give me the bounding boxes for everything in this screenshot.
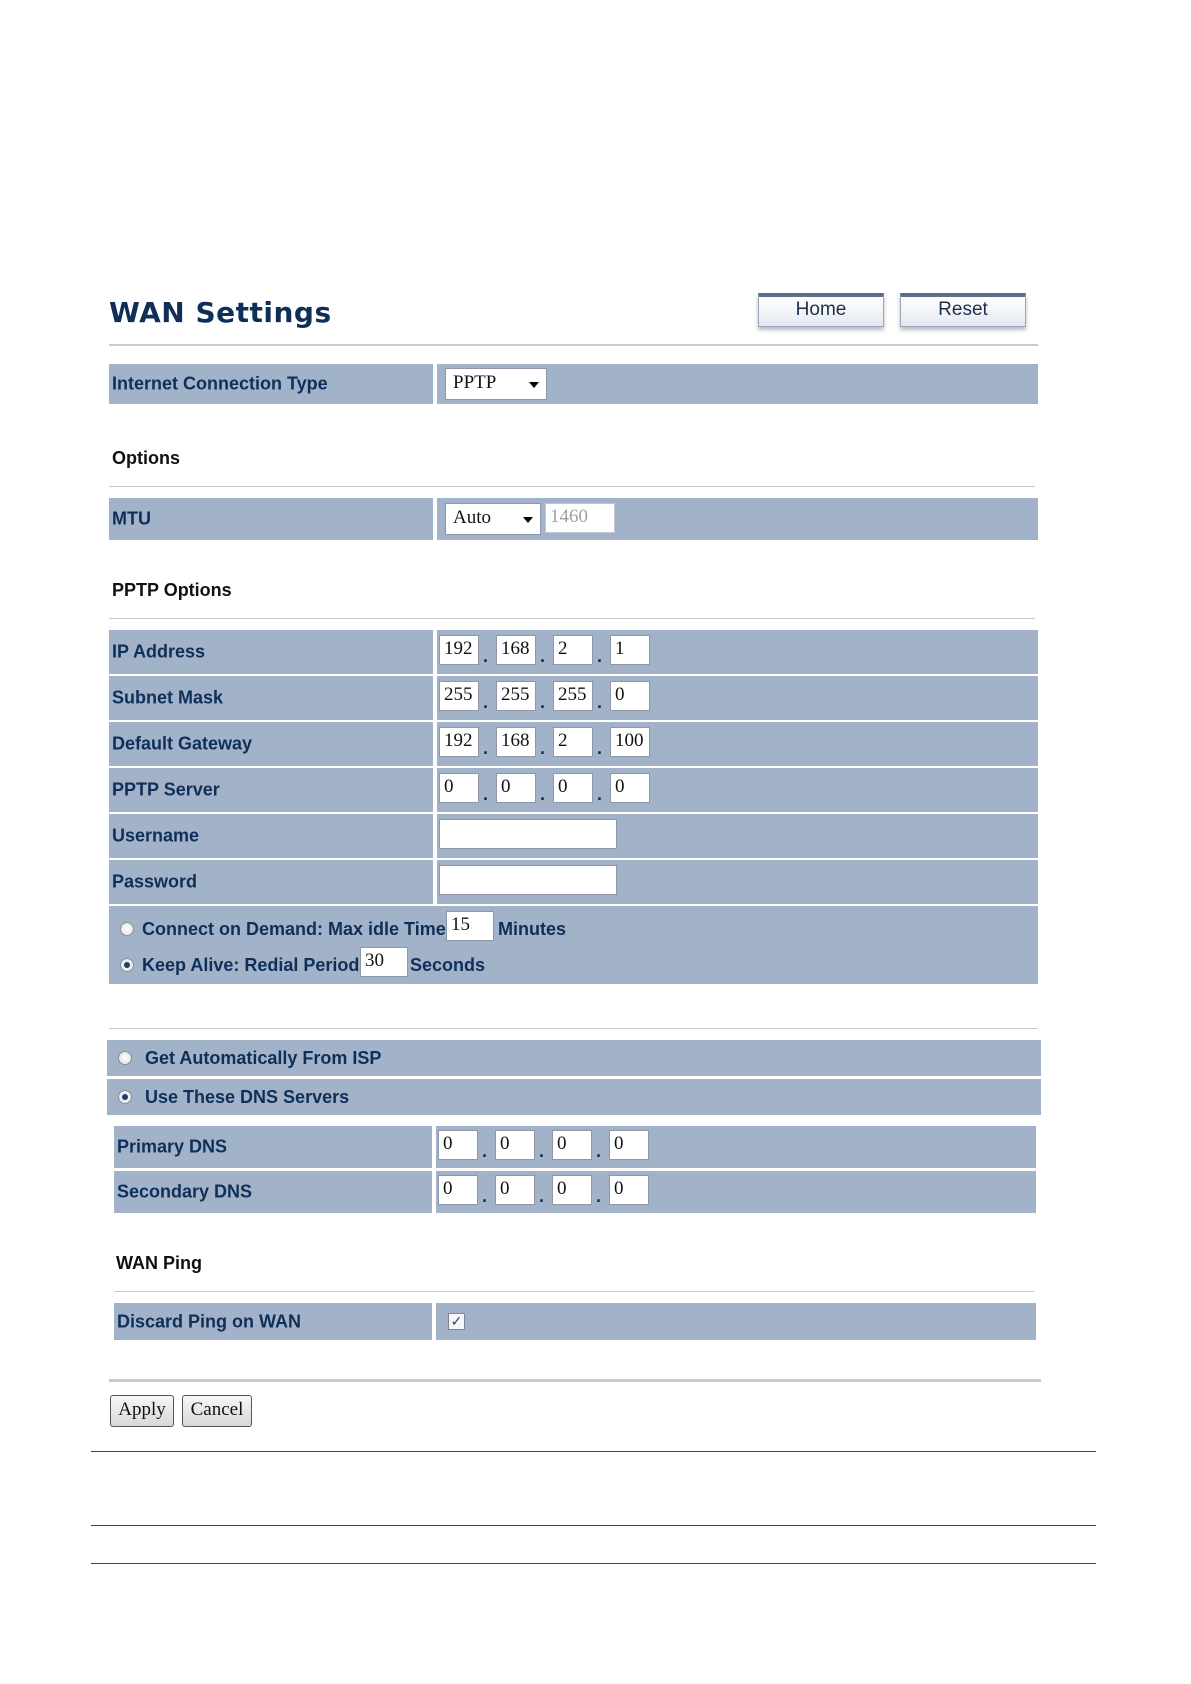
wan-ping-divider <box>114 1291 1034 1292</box>
subnet-mask-label: Subnet Mask <box>112 687 224 708</box>
dns-divider <box>109 1028 1038 1029</box>
apply-button[interactable]: Apply <box>110 1395 174 1427</box>
dns-auto-row <box>107 1040 1041 1076</box>
home-button[interactable]: Home <box>758 293 884 327</box>
password-row <box>109 860 1038 904</box>
connection-type-label: Internet Connection Type <box>112 373 328 394</box>
primary-dns-label: Primary DNS <box>117 1136 228 1157</box>
mask-octet-1[interactable]: 255 <box>439 681 479 711</box>
server-octet-2[interactable]: 0 <box>496 773 536 803</box>
header-divider <box>109 344 1038 346</box>
primary-dns-octet-2[interactable]: 0 <box>495 1130 535 1160</box>
page-title: WAN Settings <box>109 296 332 329</box>
subnet-mask-row: Subnet Mask 255 . 255 . 255 . 0 <box>109 676 1038 720</box>
ip-octet-1[interactable]: 192 <box>439 635 479 665</box>
chevron-down-icon <box>523 517 533 523</box>
discard-ping-label: Discard Ping on WAN <box>117 1311 302 1331</box>
discard-ping-row <box>114 1303 1036 1340</box>
mtu-value-input[interactable]: 1460 <box>545 503 615 533</box>
mask-octet-2[interactable]: 255 <box>496 681 536 711</box>
connection-type-select[interactable]: PPTP <box>445 368 547 400</box>
reset-button[interactable]: Reset <box>900 293 1026 327</box>
mtu-label: MTU <box>112 508 151 529</box>
max-idle-time-input[interactable]: 15 <box>446 911 494 941</box>
options-divider <box>109 486 1035 487</box>
primary-dns-octet-1[interactable]: 0 <box>438 1130 478 1160</box>
mtu-mode-select[interactable]: Auto <box>445 503 541 535</box>
footer-divider <box>109 1379 1041 1382</box>
primary-dns-row: Primary DNS 0 . 0 . 0 . 0 <box>114 1126 1036 1168</box>
pptp-server-label: PPTP Server <box>112 779 220 800</box>
ip-octet-4[interactable]: 1 <box>610 635 650 665</box>
ip-octet-2[interactable]: 168 <box>496 635 536 665</box>
page-rule-1 <box>91 1451 1096 1452</box>
secondary-dns-octet-1[interactable]: 0 <box>438 1175 478 1205</box>
seconds-label: Seconds <box>410 955 486 975</box>
primary-dns-octet-4[interactable]: 0 <box>609 1130 649 1160</box>
page-rule-3 <box>91 1563 1096 1564</box>
mask-octet-4[interactable]: 0 <box>610 681 650 711</box>
default-gateway-row: Default Gateway 192 . 168 . 2 . 100 <box>109 722 1038 766</box>
gateway-octet-2[interactable]: 168 <box>496 727 536 757</box>
dns-manual-row <box>107 1079 1041 1115</box>
ip-address-row: IP Address 192 . 168 . 2 . 1 <box>109 630 1038 674</box>
server-octet-4[interactable]: 0 <box>610 773 650 803</box>
secondary-dns-label: Secondary DNS <box>117 1181 253 1202</box>
ip-octet-3[interactable]: 2 <box>553 635 593 665</box>
mask-octet-3[interactable]: 255 <box>553 681 593 711</box>
gateway-octet-1[interactable]: 192 <box>439 727 479 757</box>
pptp-divider <box>109 618 1035 619</box>
keep-alive-radio[interactable] <box>120 958 134 972</box>
secondary-dns-octet-2[interactable]: 0 <box>495 1175 535 1205</box>
dns-manual-radio[interactable] <box>118 1090 132 1104</box>
username-label: Username <box>112 825 200 846</box>
password-input[interactable] <box>439 865 617 895</box>
wan-ping-heading: WAN Ping <box>116 1253 202 1273</box>
primary-dns-octet-3[interactable]: 0 <box>552 1130 592 1160</box>
dns-manual-label: Use These DNS Servers <box>145 1087 350 1107</box>
ip-address-label: IP Address <box>112 641 206 662</box>
connect-mode-row <box>109 906 1038 984</box>
options-heading: Options <box>112 448 180 468</box>
mtu-row <box>109 498 1038 540</box>
pptp-options-heading: PPTP Options <box>112 580 232 600</box>
server-octet-1[interactable]: 0 <box>439 773 479 803</box>
cancel-button[interactable]: Cancel <box>182 1395 252 1427</box>
pptp-server-row: PPTP Server 0 . 0 . 0 . 0 <box>109 768 1038 812</box>
username-row <box>109 814 1038 858</box>
gateway-octet-4[interactable]: 100 <box>610 727 650 757</box>
password-label: Password <box>112 871 198 892</box>
page-rule-2 <box>91 1525 1096 1526</box>
connect-on-demand-label: Connect on Demand: Max idle Time <box>142 919 446 939</box>
connection-type-row <box>109 364 1038 404</box>
keep-alive-label: Keep Alive: Redial Period <box>142 955 360 975</box>
redial-period-input[interactable]: 30 <box>360 947 408 977</box>
connect-on-demand-radio[interactable] <box>120 922 134 936</box>
dns-auto-label: Get Automatically From ISP <box>145 1048 382 1068</box>
minutes-label: Minutes <box>498 919 567 939</box>
chevron-down-icon <box>529 382 539 388</box>
secondary-dns-octet-4[interactable]: 0 <box>609 1175 649 1205</box>
default-gateway-label: Default Gateway <box>112 733 253 754</box>
username-input[interactable] <box>439 819 617 849</box>
secondary-dns-octet-3[interactable]: 0 <box>552 1175 592 1205</box>
server-octet-3[interactable]: 0 <box>553 773 593 803</box>
dns-auto-radio[interactable] <box>118 1051 132 1065</box>
gateway-octet-3[interactable]: 2 <box>553 727 593 757</box>
discard-ping-checkbox[interactable]: ✓ <box>448 1313 465 1330</box>
secondary-dns-row: Secondary DNS 0 . 0 . 0 . 0 <box>114 1171 1036 1213</box>
